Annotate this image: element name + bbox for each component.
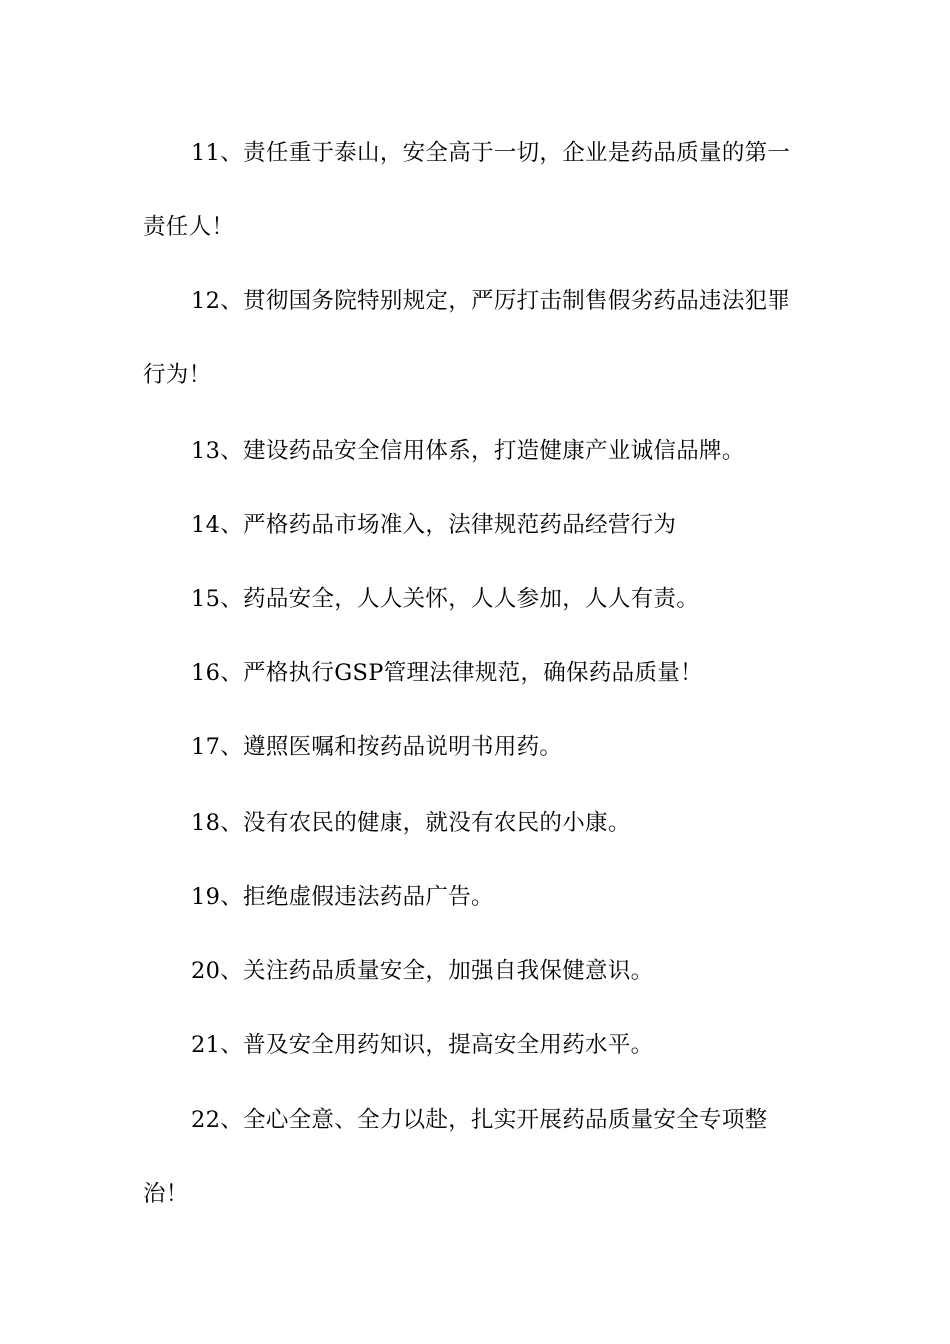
slogan-item-22: 22、全心全意、全力以赴，扎实开展药品质量安全专项整治！ xyxy=(143,1107,768,1207)
slogan-item-15: 15、药品安全，人人关怀，人人参加，人人有责。 xyxy=(191,586,700,612)
slogan-item-14: 14、严格药品市场准入，法律规范药品经营行为 xyxy=(191,512,677,538)
slogan-item-21: 21、普及安全用药知识，提高安全用药水平。 xyxy=(191,1032,654,1058)
slogan-item-18: 18、没有农民的健康，就没有农民的小康。 xyxy=(191,810,631,836)
slogan-item-16: 16、严格执行GSP管理法律规范，确保药品质量！ xyxy=(191,660,703,686)
slogan-item-17: 17、遵照医嘱和按药品说明书用药。 xyxy=(191,734,563,760)
slogan-item-11: 11、责任重于泰山，安全高于一切，企业是药品质量的第一责任人！ xyxy=(143,140,791,240)
slogan-item-12: 12、贯彻国务院特别规定，严厉打击制售假劣药品违法犯罪行为！ xyxy=(143,288,791,388)
slogan-item-19: 19、拒绝虚假违法药品广告。 xyxy=(191,884,494,910)
slogan-item-20: 20、关注药品质量安全，加强自我保健意识。 xyxy=(191,958,654,984)
slogan-item-13: 13、建设药品安全信用体系，打造健康产业诚信品牌。 xyxy=(191,438,745,464)
